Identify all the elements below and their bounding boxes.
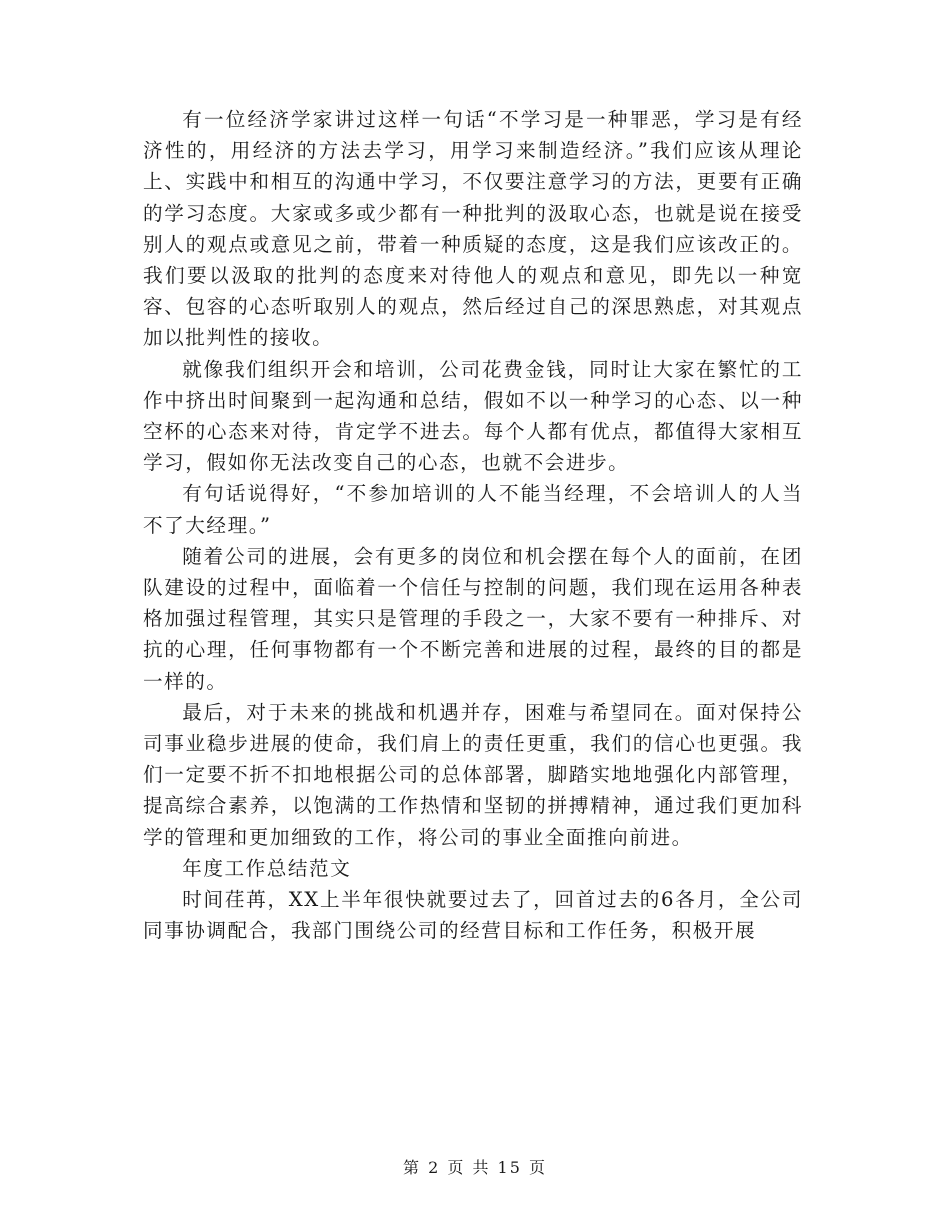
paragraph-training-quote: 有句话说得好，“不参加培训的人不能当经理，不会培训人的人当不了大经理。” [143,482,803,537]
paragraph-meetings-training: 就像我们组织开会和培训，公司花费金钱，同时让大家在繁忙的工作中挤出时间聚到一起沟通和总结，假如不以一种学习的心态、以一种空杯的心态来对待，肯定学不进去。每个人都有优点，都值得大家相互学习，假如你无法改变自己的心态，也就不会进步。 [143,357,803,475]
paragraph-company-development: 随着公司的进展，会有更多的岗位和机会摆在每个人的面前，在团队建设的过程中，面临着一个信任与控制的问题，我们现在运用各种表格加强过程管理，其实只是管理的手段之一，大家不要有一种排斥、对抗的心理，任何事物都有一个不断完善和进展的过程，最终的目的都是一样的。 [143,544,803,693]
paragraph-annual-summary-intro: 时间荏苒，XX上半年很快就要过去了，回首过去的6各月，全公司同事协调配合，我部门围绕公司的经营目标和工作任务，积极开展 [143,888,803,943]
paragraph-learning-attitude: 有一位经济学家讲过这样一句话“不学习是一种罪恶，学习是有经济性的，用经济的方法去学习，用学习来制造经济。”我们应该从理论上、实践中和相互的沟通中学习，不仅要注意学习的方法，更要有正确的学习态度。大家或多或少都有一种批判的汲取心态，也就是说在接受别人的观点或意见之前，带着一种质疑的态度，这是我们应该改正的。我们要以汲取的批判的态度来对待他人的观点和意见，即先以一种宽容、包容的心态听取别人的观点，然后经过自己的深思熟虑，对其观点加以批判性的接收。 [143,108,803,350]
page-number-label: 第 2 页 共 15 页 [403,1158,547,1177]
section-heading: 年度工作总结范文 [182,856,352,880]
paragraph-conclusion: 最后，对于未来的挑战和机遇并存，困难与希望同在。面对保持公司事业稳步进展的使命，我们肩上的责任更重，我们的信心也更强。我们一定要不折不扣地根据公司的总体部署，脚踏实地地强化内部管理，提高综合素养，以饱满的工作热情和坚韧的拼搏精神，通过我们更加科学的管理和更加细致的工作，将公司的事业全面推向前进。 [143,700,803,849]
page-footer [0,1155,950,1178]
document-body [143,104,803,946]
